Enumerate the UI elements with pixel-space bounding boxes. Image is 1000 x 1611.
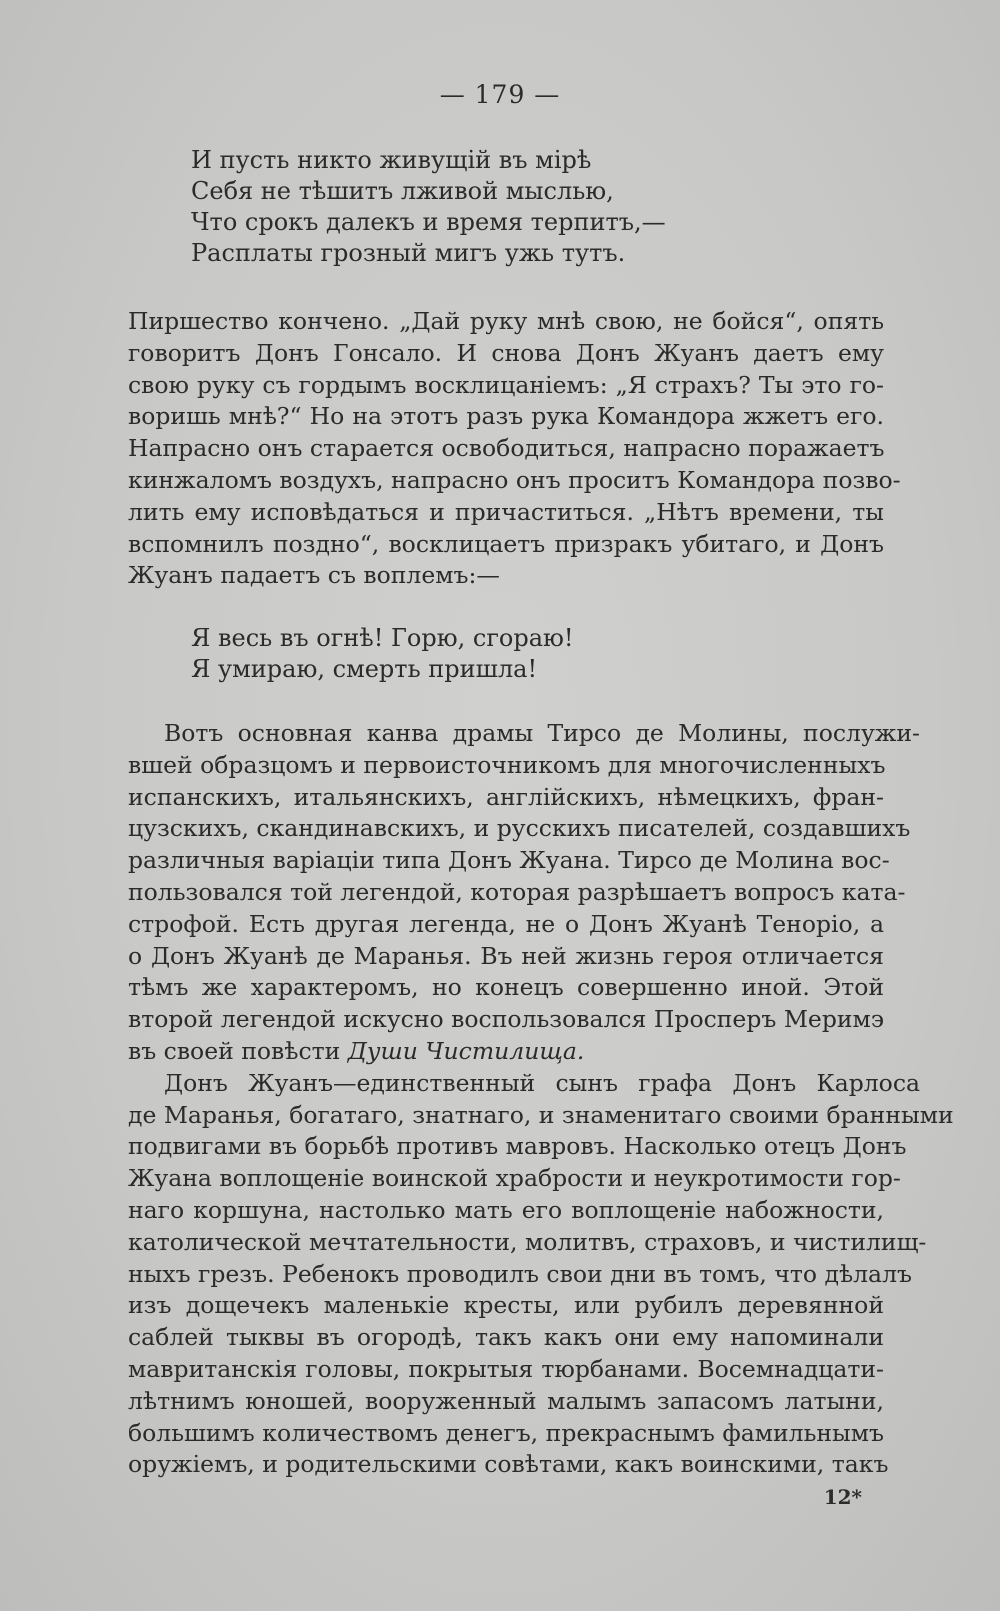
verse-line: И пусть никто живущій въ мірѣ <box>191 146 592 174</box>
text-line: свою руку съ гордымъ восклицаніемъ: „Я страхъ? Ты это го- <box>128 370 884 399</box>
text-line: Напрасно онъ старается освободиться, напрасно поражаетъ <box>128 434 885 463</box>
text-line: воришь мнѣ?“ Но на этотъ разъ рука Командора жжетъ его. <box>128 402 884 431</box>
italic-work-title: Души Чистилища. <box>347 1036 585 1065</box>
paragraph-2 <box>128 718 954 1481</box>
verse-line: Себя не тѣшитъ лживой мыслью, <box>191 177 614 205</box>
text-line: ныхъ грезъ. Ребенокъ проводилъ свои дни въ томъ, что дѣлалъ <box>128 1259 912 1288</box>
text-line <box>128 1036 884 1068</box>
text-line: лѣтнимъ юношей, вооруженный малымъ запасомъ латыни, <box>128 1386 884 1415</box>
paragraph-1 <box>128 306 901 592</box>
text-line: оружіемъ, и родительскими совѣтами, какъ воинскими, такъ <box>128 1450 889 1479</box>
text-line: де Маранья, богатаго, знатнаго, и знаменитаго своими бранными <box>128 1100 954 1129</box>
text-line: изъ дощечекъ маленькіе кресты, или рубилъ деревянной <box>128 1291 884 1320</box>
verse-stanza-2 <box>191 623 574 685</box>
text-line: пользовался той легендой, которая разрѣшаетъ вопросъ ката- <box>128 877 906 906</box>
text-line: Вотъ основная канва драмы Тирсо де Молины, послужи- <box>164 719 920 747</box>
text-line: различныя варіаціи типа Донъ Жуана. Тирсо де Молина вос- <box>128 846 890 875</box>
verse-line: Расплаты грозный мигъ ужь тутъ. <box>191 239 626 267</box>
text-line: цузскихъ, скандинавскихъ, и русскихъ писателей, создавшихъ <box>128 814 911 843</box>
text-line: католической мечтательности, молитвъ, страховъ, и чистилищ- <box>128 1227 927 1256</box>
text-line: саблей тыквы въ огородѣ, такъ какъ они ему напоминали <box>128 1323 884 1352</box>
text-line: второй легендой искусно воспользовался Просперъ Меримэ <box>128 1005 884 1034</box>
text-line: наго коршуна, настолько мать его воплощеніе набожности, <box>128 1195 884 1224</box>
verse-stanza-1 <box>191 145 666 269</box>
text-line: Донъ Жуанъ—единственный сынъ графа Донъ Карлоса <box>164 1068 920 1097</box>
text-line: лить ему исповѣдаться и причаститься. „Нѣтъ времени, ты <box>128 497 884 526</box>
text-line: испанскихъ, итальянскихъ, англійскихъ, нѣмецкихъ, фран- <box>128 782 884 811</box>
verse-line: Я весь въ огнѣ! Горю, сгораю! <box>191 624 574 652</box>
text-line: Жуана воплощеніе воинской храбрости и неукротимости гор- <box>128 1164 901 1193</box>
text-line: вспомнилъ поздно“, восклицаетъ призракъ убитаго, и Донъ <box>128 529 884 558</box>
signature-mark: 12* <box>823 1485 862 1509</box>
text-line: кинжаломъ воздухъ, напрасно онъ проситъ Командора позво- <box>128 465 901 494</box>
text-line: говоритъ Донъ Гонсало. И снова Донъ Жуанъ даетъ ему <box>128 338 884 367</box>
text-line: мавританскія головы, покрытыя тюрбанами. Восемнадцати- <box>128 1354 884 1383</box>
text-line: о Донъ Жуанѣ де Маранья. Въ ней жизнь героя отличается <box>128 941 884 970</box>
text-line: вшей образцомъ и первоисточникомъ для многочисленныхъ <box>128 750 886 779</box>
text-line: большимъ количествомъ денегъ, прекраснымъ фамильнымъ <box>128 1418 884 1447</box>
text-line: подвигами въ борьбѣ противъ мавровъ. Насколько отецъ Донъ <box>128 1132 907 1161</box>
text-line: тѣмъ же характеромъ, но конецъ совершенно иной. Этой <box>128 973 884 1002</box>
page-number: — 179 — <box>439 80 561 109</box>
verse-line: Я умираю, смерть пришла! <box>191 655 538 683</box>
verse-line: Что срокъ далекъ и время терпитъ,— <box>191 208 666 236</box>
text-line: Жуанъ падаетъ съ воплемъ:— <box>128 561 500 590</box>
text-line: Пиршество кончено. „Дай руку мнѣ свою, не бойся“, опять <box>128 307 884 335</box>
text-fragment: въ своей повѣсти <box>128 1036 341 1065</box>
text-line: строфой. Есть другая легенда, не о Донъ Жуанѣ Тенорiо, а <box>128 909 884 938</box>
